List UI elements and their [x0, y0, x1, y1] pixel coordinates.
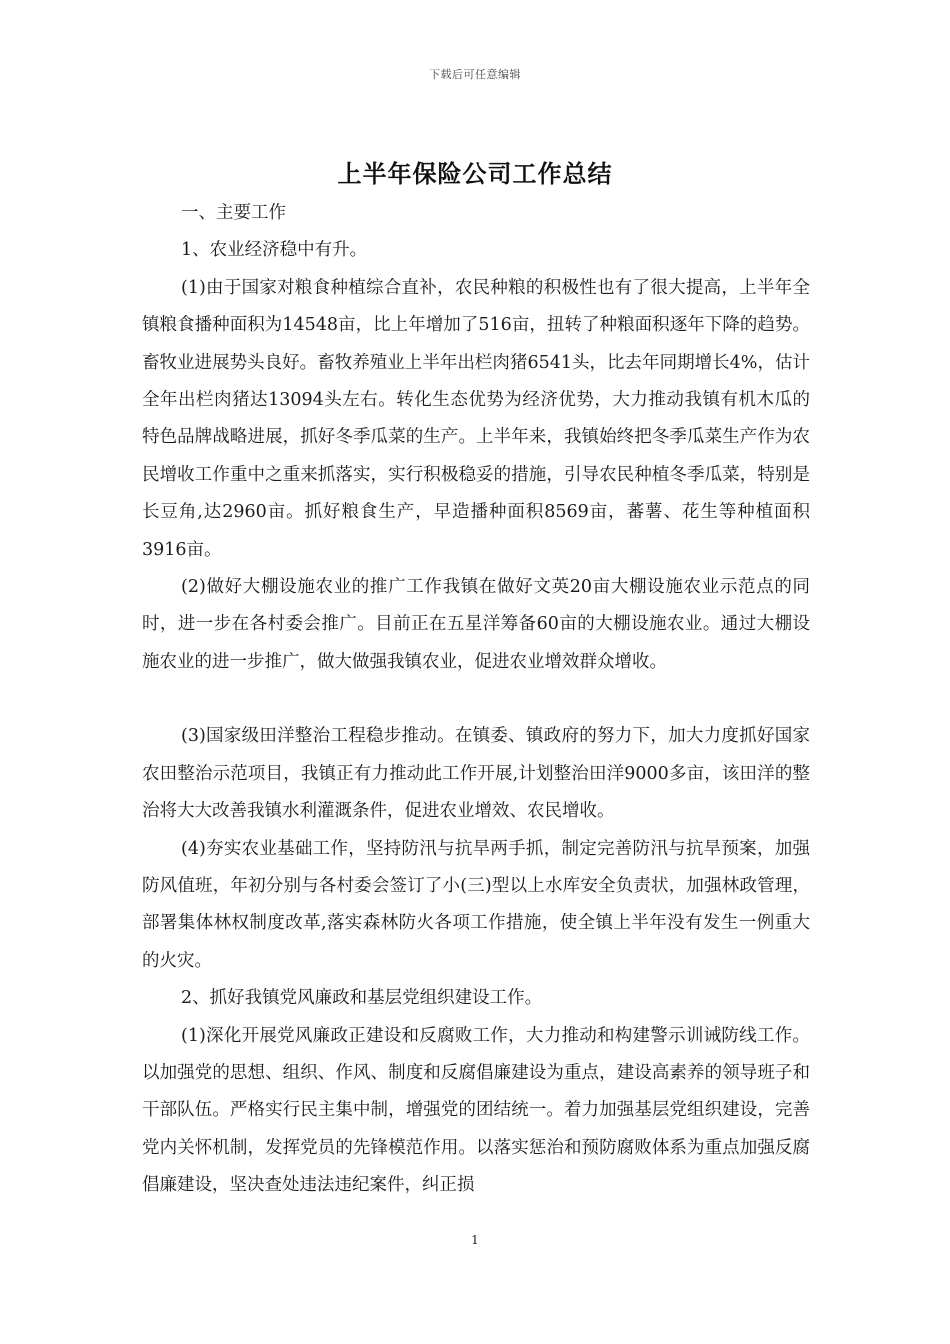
- header-note: 下载后可任意编辑: [429, 68, 521, 81]
- body-paragraph: (1)由于国家对粮食种植综合直补，农民种粮的积极性也有了很大提高，上半年全镇粮食播种面积为14548亩，比上年增加了516亩，扭转了种粮面积逐年下降的趋势。畜牧业进展势头良好。畜牧养殖业上半年出栏肉猪6541头，比去年同期增长4%，估计全年出栏肉猪达13094头左右。转化生态优势为经济优势，大力推动我镇有机木瓜的特色品牌战略进展，抓好冬季瓜菜的生产。上半年来，我镇始终把冬季瓜菜生产作为农民增收工作重中之重来抓落实，实行积极稳妥的措施，引导农民种植冬季瓜菜，特别是长豆角,达2960亩。抓好粮食生产，早造播种面积8569亩，蕃薯、花生等种植面积3916亩。: [142, 277, 810, 560]
- body-paragraph: (4)夯实农业基础工作，坚持防汛与抗旱两手抓，制定完善防汛与抗旱预案，加强防风值班，年初分别与各村委会签订了小(三)型以上水库安全负责状，加强林政管理，部署集体林权制度改革,落实森林防火各项工作措施，使全镇上半年没有发生一例重大的火灾。: [142, 838, 810, 971]
- body-paragraph: (1)深化开展党风廉政正建设和反腐败工作，大力推动和构建警示训诫防线工作。以加强党的思想、组织、作风、制度和反腐倡廉建设为重点，建设高素养的领导班子和干部队伍。严格实行民主集中制，增强党的团结统一。着力加强基层党组织建设，完善党内关怀机制，发挥党员的先锋模范作用。以落实惩治和预防腐败体系为重点加强反腐倡廉建设，坚决查处违法违纪案件，纠正损: [142, 1025, 810, 1196]
- section-heading: 一、主要工作: [181, 203, 286, 223]
- document-title: 上半年保险公司工作总结: [337, 160, 613, 188]
- subsection-heading: 1、农业经济稳中有升。: [181, 240, 368, 261]
- body-paragraph: (2)做好大棚设施农业的推广工作我镇在做好文英20亩大棚设施农业示范点的同时，进一步在各村委会推广。目前正在五星洋筹备60亩的大棚设施农业。通过大棚设施农业的进一步推广，做大做强我镇农业，促进农业增效群众增收。: [142, 577, 810, 672]
- page-number: 1: [471, 1233, 479, 1247]
- subsection-heading: 2、抓好我镇党风廉政和基层党组织建设工作。: [181, 988, 543, 1009]
- document-body: [142, 195, 810, 1205]
- body-paragraph: (3)国家级田洋整治工程稳步推动。在镇委、镇政府的努力下，加大力度抓好国家农田整治示范项目，我镇正有力推动此工作开展,计划整治田洋9000多亩，该田洋的整治将大大改善我镇水利灌溉条件，促进农业增效、农民增收。: [142, 726, 810, 822]
